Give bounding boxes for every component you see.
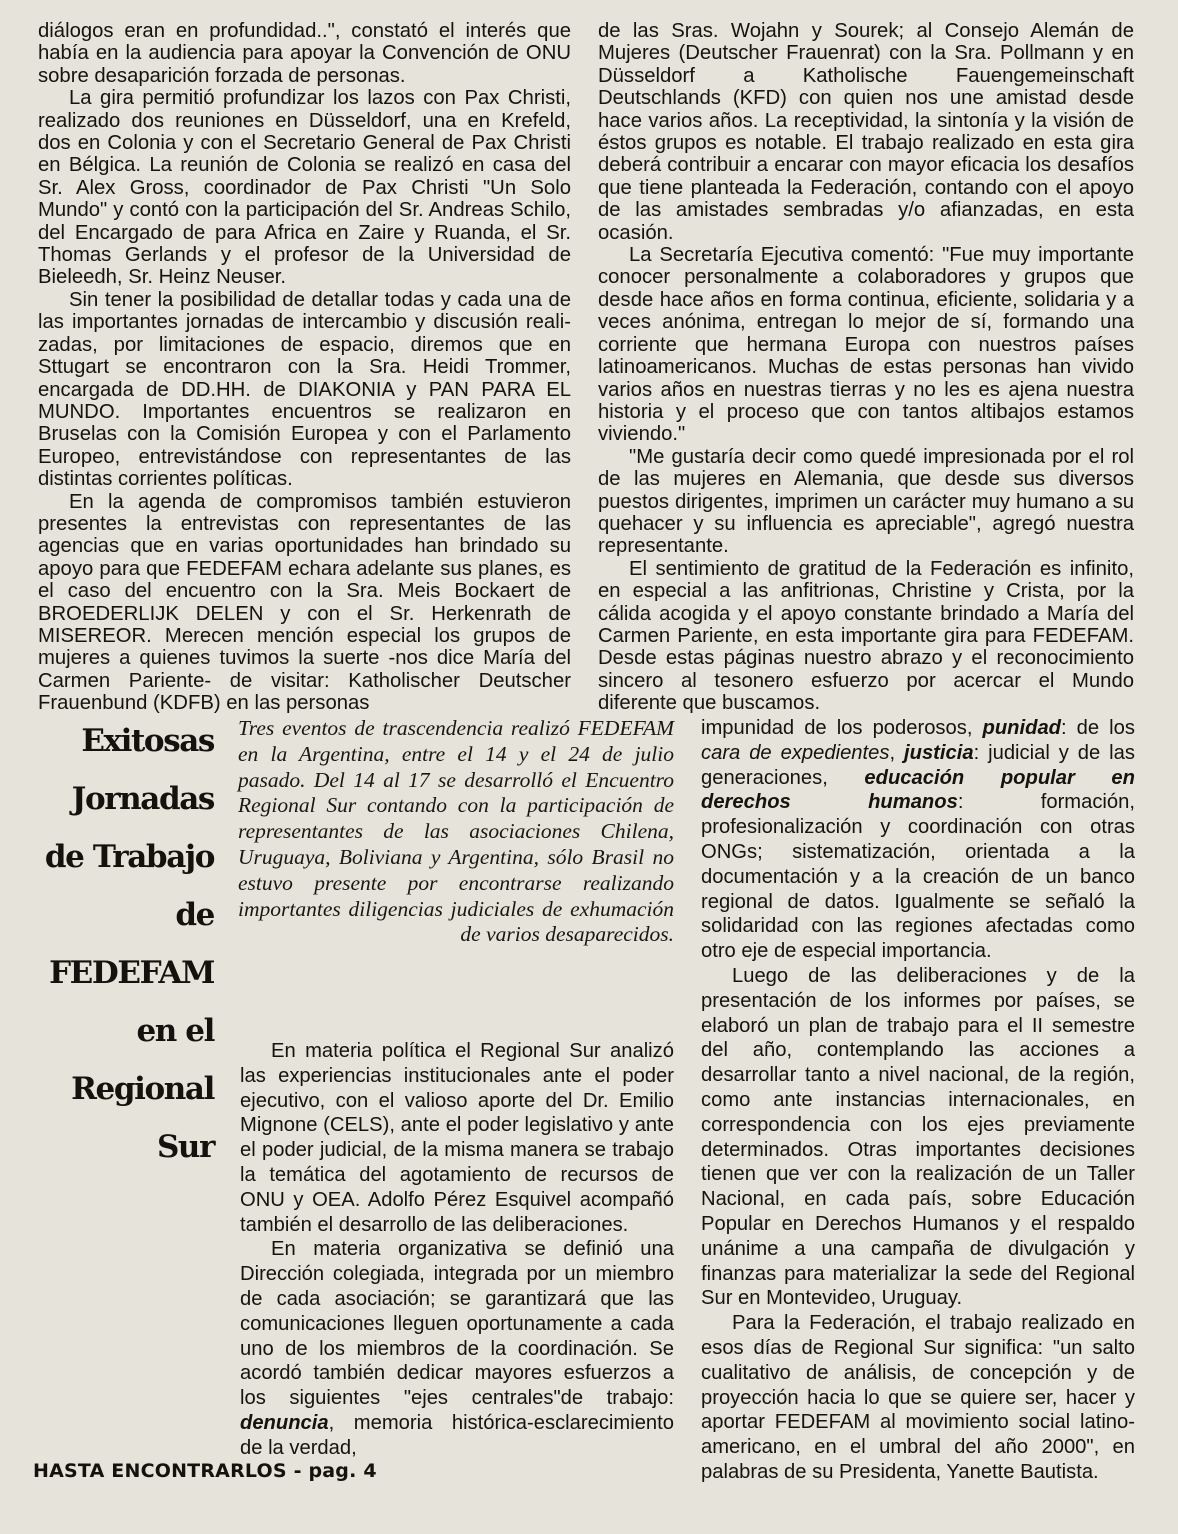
paragraph: Luego de las deliberaciones y de la presentación de los informes por países, se elaboró un plan de trabajo para el II semestre del año, contemplando las acciones a desarrollar tanto a nivel nacional, de la región, como ante instancias internacionales, en correspondencia con los ejes previamente determinados. Otras importantes decisiones tienen que ver con la realización de un Taller Nacional, en cada país, sobre Educación Popular en Derechos Humanos y el respaldo unánime a una campaña de divulgación y finanzas para materializar la sede del Regional Sur en Montevideo, Uruguay. (701, 964, 1135, 1310)
headline-line: en el (136, 1013, 214, 1049)
paragraph (240, 1237, 674, 1460)
paragraph: En materia política el Regional Sur analizó las experiencias institucionales ante el poder ejecutivo, con el valioso aporte del Dr. Emilio Mignone (CELS), ante el poder legislativo y ante el poder judicial, de la misma manera se trabajo la temática del agotamiento de recursos de ONU y OEA. Adolfo Pérez Esquivel acompañó también el desarrollo de las deliberaciones. (240, 1040, 674, 1236)
paragraph: La gira permitió profundizar los lazos con Pax Christi, realizado dos reuniones en Düsseldorf, una en Krefeld, dos en Colonia y con el Secretario General de Pax Christi en Bélgica. La reunión de Colonia se realizó en casa del Sr. Alex Gross, coordinador de Pax Christi "Un Solo Mundo" y contó con la participación del Sr. Andreas Schilo, del Encargado de para Africa en Zaire y Ruanda, el Sr. Thomas Gerlands y el profesor de la Universidad de Bieleedh, Sr. Heinz Neuser. (38, 87, 571, 289)
emphasis: justicia (904, 741, 974, 764)
page-footer: HASTA ENCONTRARLOS - pag. 4 (33, 1460, 377, 1482)
top-right-column (598, 20, 1134, 715)
middle-column (240, 1039, 674, 1461)
lead-paragraph: Tres eventos de trascendencia realizó FEDEFAM en la Argentina, entre el 14 y el 24 de julio pasado. Del 14 al 17 se desarrolló el Encuentro Regional Sur contando con la participación de representantes de las asociaciones Chilena, Uruguaya, Boliviana y Argentina, sólo Brasil no estuvo presente por encontrarse realizando importantes diligencias judiciales de exhumación de varios desaparecidos. (238, 716, 674, 947)
article-headline (26, 712, 214, 1176)
paragraph-text: , memoria histórica-esclarecimiento de la verdad, (240, 1411, 674, 1459)
italic-text: cara de expedientes (701, 741, 890, 764)
headline-line: Regional (71, 1071, 214, 1107)
paragraph: La Secretaría Ejecutiva comentó: "Fue muy importante conocer personalmente a colaboradores y grupos que desde hace años en forma continua, eficiente, solidaria y a veces anónima, entregan lo mejor de sí, formando una corriente que hermana Europa con nuestros países latinoamericanos. Muchas de estas personas han vivido varios años en nuestras tierras y no les es ajena nuestra historia y el proceso que con tantos altibajos estamos viviendo." (598, 244, 1134, 446)
paragraph-text: : de los (1061, 717, 1135, 739)
paragraph: Para la Federación, el trabajo realizado en esos días de Regional Sur significa: "un salto cualitativo de análisis, de concepción y de proyección hacia lo que se quiere ser, hacer y aportar FEDEFAM al movimiento social latinoamericano, en el umbral del año 2000", en palabras de su Presidenta, Yanette Bautista. (701, 1312, 1135, 1483)
headline-line: Sur (156, 1129, 214, 1165)
emphasis: educación popular en derechos humanos (701, 766, 1135, 814)
paragraph: Sin tener la posibilidad de detallar todas y cada una de las importantes jornadas de intercambio y discusión realizadas, por limitaciones de espacio, diremos que en Sttugart se encontraron con la Sra. Heidi Trommer, encargada de DD.HH. de DIAKONIA y PAN PARA EL MUNDO. Importantes encuentros se realizaron en Bruselas con la Comisión Europea y con el Parlamento Europeo, entrevistándose con representantes de las distintas corrientes políticas. (38, 288, 571, 491)
paragraph-text: impunidad de los poderosos, (701, 717, 983, 739)
headline-line: de Trabajo (44, 839, 214, 875)
paragraph: "Me gustaría decir como quedé impresionada por el rol de las mujeres en Alemania, que desde sus diversos puestos dirigentes, imprimen un carácter muy humano a su quehacer y su influencia es apreciable", agregó nuestra representante. (598, 445, 1134, 558)
paragraph-text: : formación, profesionalización y coordinación con otras ONGs; sistematización, orientada a la documentación y a la creación de un banco regional de datos. Igualmente se señaló la solidaridad con las regiones afectadas como otro eje de especial importancia. (701, 791, 1135, 963)
headline-line: Exitosas (81, 723, 214, 759)
top-left-column (38, 20, 571, 715)
paragraph-text: , (889, 741, 905, 764)
paragraph: diálogos eran en profundidad..", constató el interés que había en la audiencia para apoyar la Convención de ONU sobre desaparición forzada de personas. (38, 20, 571, 87)
emphasis: denuncia (240, 1411, 329, 1434)
paragraph-text: : judicial y de las generaciones, (701, 741, 1135, 789)
right-column (701, 716, 1135, 1485)
headline-line: Jornadas (71, 781, 214, 817)
paragraph: de las Sras. Wojahn y Sourek; al Consejo Alemán de Mujeres (Deutscher Frauenrat) con la Sra. Pollmann y en Düsseldorf a Katholische Fauengemeinschaft Deutschlands (KFD) con quien nos une amistad desde hace varios años. La receptividad, la sintonía y la visión de éstos grupos es notable. El trabajo realizado en esta gira deberá contribuir a encarar con mayor eficacia los desafíos que tiene planteada la Federación, contando con el apoyo de las amistades sembradas y/o afianzadas, en esta ocasión. (598, 20, 1134, 244)
paragraph-text: En materia organizativa se definió una Dirección colegiada, integrada por un miembro de cada asociación; se garantizará que las comunicaciones lleguen oportunamente a cada uno de los miembros de la coordinación. Se acordó también dedicar mayores esfuerzos a los siguientes "ejes centrales"de trabajo: (240, 1238, 674, 1410)
headline-line: FEDEFAM (49, 955, 214, 991)
paragraph (701, 716, 1135, 964)
paragraph: El sentimiento de gratitud de la Federación es infinito, en especial a las anfitrionas, Christine y Crista, por la cálida acogida y el apoyo constante brindado a María del Carmen Pariente, en esta importante gira para FEDEFAM. Desde estas páginas nuestro abrazo y el reconocimiento sincero al tesonero esfuerzo por acercar el Mundo diferente que buscamos. (598, 557, 1134, 715)
paragraph: En la agenda de compromisos también estuvieron presentes la entrevistas con representantes de las agencias que en varias oportunidades han brindado su apoyo para que FEDEFAM echara adelante sus planes, es el caso del encuentro con la Sra. Meis Bockaert de BROEDERLIJK DELEN y con el Sr. Herkenrath de MISEREOR. Merecen mención especial los grupos de mujeres a quienes tuvimos la suerte -nos dice María del Carmen Pariente- de visitar: Katholischer Deutscher Frauenbund (KDFB) en las personas (38, 490, 571, 715)
emphasis: punidad (982, 717, 1062, 739)
headline-line: de (175, 897, 214, 933)
